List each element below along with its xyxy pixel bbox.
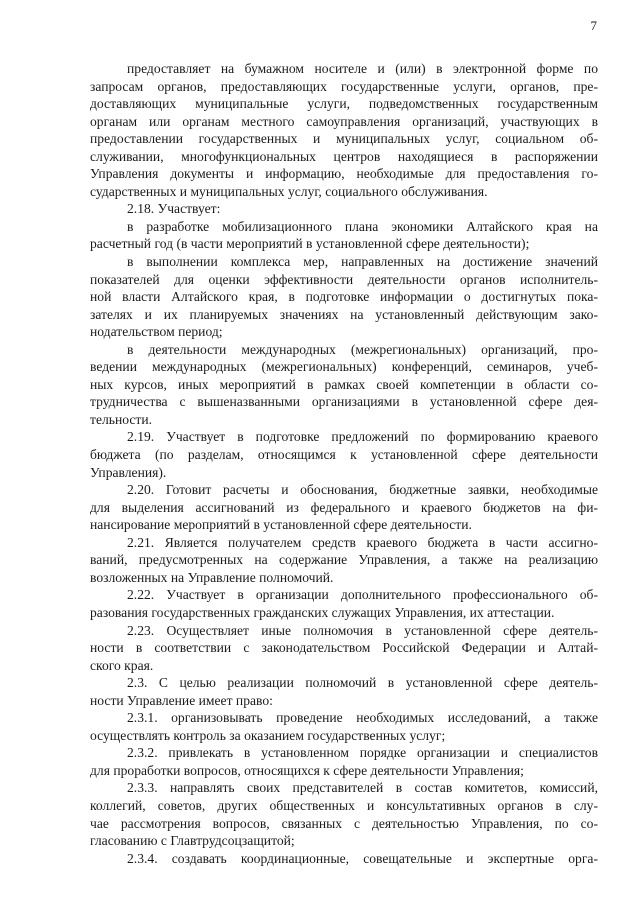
text-line: 2.3.3. направлять своих представителей в состав комитетов, комиссий, [127,780,598,796]
text-line: Управления документы и информацию, необходимые для предоставления го- [90,166,598,182]
paragraph [90,744,598,779]
text-line: 2.21. Является получателем средств краевого бюджета в части ассигно- [127,534,598,550]
text-line: в деятельности международных (межрегиональных) организаций, про- [127,341,598,357]
paragraph [90,341,598,429]
text-line: осуществлять контроль за оказанием государственных услуг; [90,727,446,743]
text-line: гласованию с Главтрудсоцзащитой; [90,833,295,849]
text-line: разования государственных гражданских служащих Управления, их аттестации. [90,604,555,620]
text-line: предоставлении государственных и муниципальных услуг, социальном об- [90,131,598,147]
text-line: 2.20. Готовит расчеты и обоснования, бюджетные заявки, необходимые [127,482,598,498]
page-number: 7 [590,18,597,33]
text-line: в выполнении комплекса мер, направленных на достижение значений [127,254,598,270]
text-line: 2.19. Участвует в подготовке предложений по формированию краевого [127,429,598,445]
text-line: ной власти Алтайского края, в подготовке информации о достигнутых пока- [90,289,598,305]
text-line: предоставляет на бумажном носителе и (или) в электронной форме по [127,61,598,76]
text-line: запросам органов, предоставляющих государственные услуги, органов, пре- [90,78,598,94]
text-line: ности в соответствии с законодательством Российской Федерации и Алтай- [90,640,598,656]
paragraph [90,481,598,534]
paragraph [90,534,598,587]
text-line: сударственных и муниципальных услуг, социального обслуживания. [90,183,488,199]
text-line: 2.3.4. создавать координационные, совещательные и экспертные орга- [127,850,598,866]
text-line: коллегий, советов, других общественных и консультативных органов в слу- [90,797,598,813]
text-line: нансирование мероприятий в установленной сфере деятельности. [90,517,472,533]
document-body [90,60,598,867]
paragraph [90,60,598,200]
text-line: 2.23. Осуществляет иные полномочия в установленной сфере деятель- [127,622,598,638]
text-line: 2.22. Участвует в организации дополнительного профессионального об- [127,587,598,603]
paragraph [90,622,598,675]
text-line: бюджета (по разделам, относящимся к установленной сфере деятельности [90,447,598,463]
text-line: расчетный год (в части мероприятий в установленной сфере деятельности); [90,236,530,252]
paragraph [90,779,598,849]
text-line: чае рассмотрения вопросов, связанных с деятельностью Управления, по со- [90,815,598,831]
text-line: служивании, многофункциональных центров находящиеся в распоряжении [90,148,598,164]
paragraph [90,586,598,621]
text-line: ского края. [90,657,154,673]
text-line: Управления). [90,464,167,480]
text-line: 2.3.1. организовывать проведение необходимых исследований, а также [127,710,598,726]
text-line: в разработке мобилизационного плана экономики Алтайского края на [127,218,598,234]
paragraph [90,200,598,218]
paragraph [90,218,598,253]
text-line: для проработки вопросов, относящихся к сфере деятельности Управления; [90,762,524,778]
text-line: зателях и их планируемых значениях на установленный действующим зако- [90,306,598,322]
text-line: ведении международных (межрегиональных) конференций, семинаров, учеб- [90,359,598,375]
text-line: ваний, предусмотренных на содержание Управления, а также на реализацию [90,552,598,568]
text-line: 2.3.2. привлекать в установленном порядке организации и специалистов [127,745,598,761]
paragraph [90,709,598,744]
text-line: доставляющих муниципальные услуги, подведомственных государственным [90,96,598,112]
text-line: возложенных на Управление полномочий. [90,569,334,585]
paragraph [90,253,598,341]
text-line: органам или органам местного самоуправления организаций, участвующих в [90,113,598,129]
paragraph [90,428,598,481]
text-line: показателей для оценки эффективности деятельности органов исполнитель- [90,271,598,287]
paragraph [90,674,598,709]
text-line: трудничества с вышеназванными организациями в установленной сфере дея- [90,394,598,410]
text-line: ных курсов, иных мероприятий в рамках своей компетенции в области со- [90,376,598,392]
text-line: нодательством период; [90,324,223,340]
text-line: тельности. [90,411,153,427]
text-line: 2.3. С целью реализации полномочий в установленной сфере деятель- [127,675,598,691]
text-line: 2.18. Участвует: [127,201,221,217]
text-line: ности Управление имеет право: [90,692,273,708]
text-line: для выделения ассигнований из федерального и краевого бюджетов на фи- [90,499,598,515]
paragraph [90,850,598,868]
